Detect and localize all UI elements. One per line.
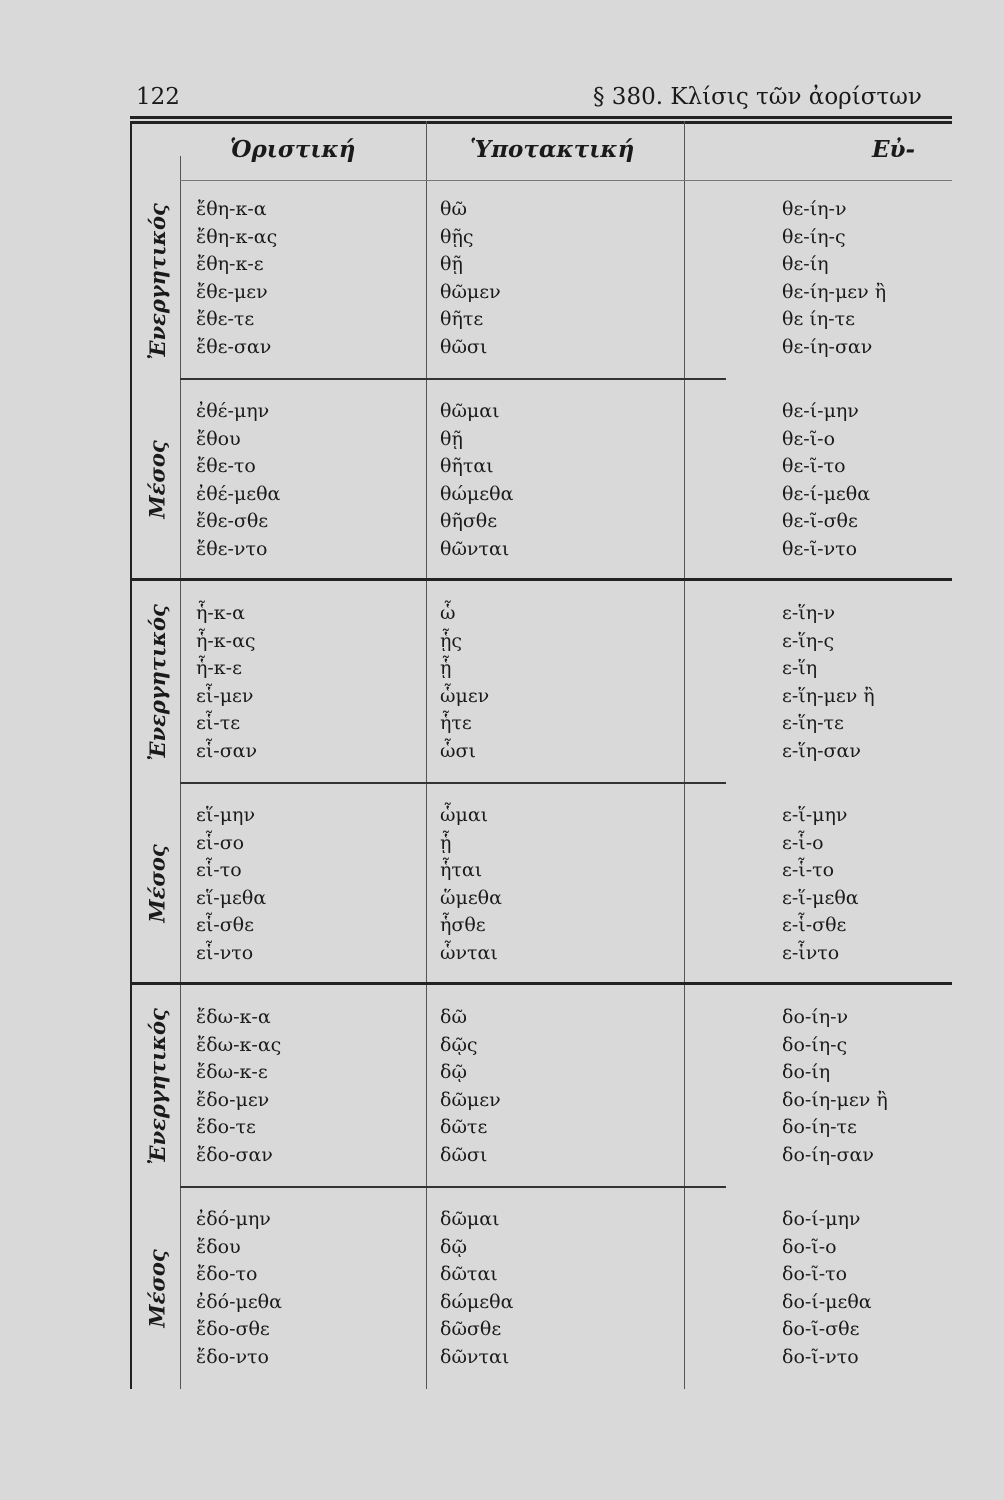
subjunctive-forms: ὧ ᾗς ᾗ ὧμεν ἧτε ὧσι — [440, 602, 490, 762]
indicative-forms: ἐδό-μην ἔδου ἔδο-το ἐδό-μεθα ἔδο-σθε ἔδο-ντο — [196, 1208, 282, 1368]
conjugation-table — [130, 116, 952, 1389]
voice-label: Μέσος — [144, 843, 170, 923]
voice-label: Ἐνεργητικός — [144, 202, 170, 360]
table-left-rule — [130, 121, 132, 1389]
optative-forms: δο-ί-μην δο-ῖ-ο δο-ῖ-το δο-ί-μεθα δο-ῖ-σθε δο-ῖ-ντο — [782, 1208, 872, 1368]
subjunctive-forms: δῶμαι δῷ δῶται δώμεθα δῶσθε δῶνται — [440, 1208, 514, 1368]
voice-label: Μέσος — [144, 439, 170, 519]
indicative-column-divider — [426, 121, 427, 1389]
subjunctive-forms: θῶμαι θῇ θῆται θώμεθα θῆσθε θῶνται — [440, 400, 514, 560]
subjunctive-forms: ὧμαι ᾗ ἧται ὥμεθα ἧσθε ὧνται — [440, 804, 502, 964]
group-divider — [130, 982, 952, 985]
indicative-forms: ἧ-κ-α ἧ-κ-ας ἧ-κ-ε εἷ-μεν εἷ-τε εἷ-σαν — [196, 602, 258, 762]
indicative-forms: ἐθέ-μην ἔθου ἔθε-το ἐθέ-μεθα ἔθε-σθε ἔθε-ντο — [196, 400, 281, 560]
section-divider — [180, 1186, 726, 1188]
optative-forms: θε-ί-μην θε-ῖ-ο θε-ῖ-το θε-ί-μεθα θε-ῖ-σθε θε-ῖ-ντο — [782, 400, 871, 560]
header-divider — [180, 180, 952, 181]
table-top-rule-double — [130, 121, 952, 124]
optative-forms: δο-ίη-ν δο-ίη-ς δο-ίη δο-ίη-μεν ἢ δο-ίη-τε δο-ίη-σαν — [782, 1006, 888, 1166]
column-header-optative: Εὐ- — [872, 136, 916, 163]
column-header-indicative: Ὁριστική — [230, 136, 356, 163]
group-divider — [130, 578, 952, 581]
optative-forms: θε-ίη-ν θε-ίη-ς θε-ίη θε-ίη-μεν ἢ θε ίη-τε θε-ίη-σαν — [782, 198, 887, 358]
optative-forms: ε-ἵ-μην ε-ἷ-ο ε-ἷ-το ε-ἵ-μεθα ε-ἷ-σθε ε-ἷντο — [782, 804, 859, 964]
column-header-subjunctive: Ὑποτακτική — [470, 136, 635, 163]
voice-label: Ἐνεργητικός — [144, 1007, 170, 1165]
running-head: § 380. Κλίσις τῶν ἀορίστων — [593, 84, 922, 110]
section-divider — [180, 378, 726, 380]
subjunctive-forms: δῶ δῷς δῷ δῶμεν δῶτε δῶσι — [440, 1006, 501, 1166]
voice-label: Ἐνεργητικός — [144, 603, 170, 761]
indicative-forms: ἔθη-κ-α ἔθη-κ-ας ἔθη-κ-ε ἔθε-μεν ἔθε-τε ἔθε-σαν — [196, 198, 278, 358]
page-number: 122 — [136, 84, 180, 110]
subjunctive-column-divider — [684, 121, 685, 1389]
voice-label: Μέσος — [144, 1248, 170, 1328]
indicative-forms: εἵ-μην εἷ-σο εἷ-το εἵ-μεθα εἷ-σθε εἷ-ντο — [196, 804, 267, 964]
table-top-rule — [130, 116, 952, 119]
optative-forms: ε-ἵη-ν ε-ἵη-ς ε-ἵη ε-ἵη-μεν ἢ ε-ἵη-τε ε-ἵη-σαν — [782, 602, 875, 762]
indicative-forms: ἔδω-κ-α ἔδω-κ-ας ἔδω-κ-ε ἔδο-μεν ἔδο-τε ἔδο-σαν — [196, 1006, 282, 1166]
subjunctive-forms: θῶ θῇς θῇ θῶμεν θῆτε θῶσι — [440, 198, 501, 358]
label-column-divider — [180, 156, 181, 1389]
section-divider — [180, 782, 726, 784]
